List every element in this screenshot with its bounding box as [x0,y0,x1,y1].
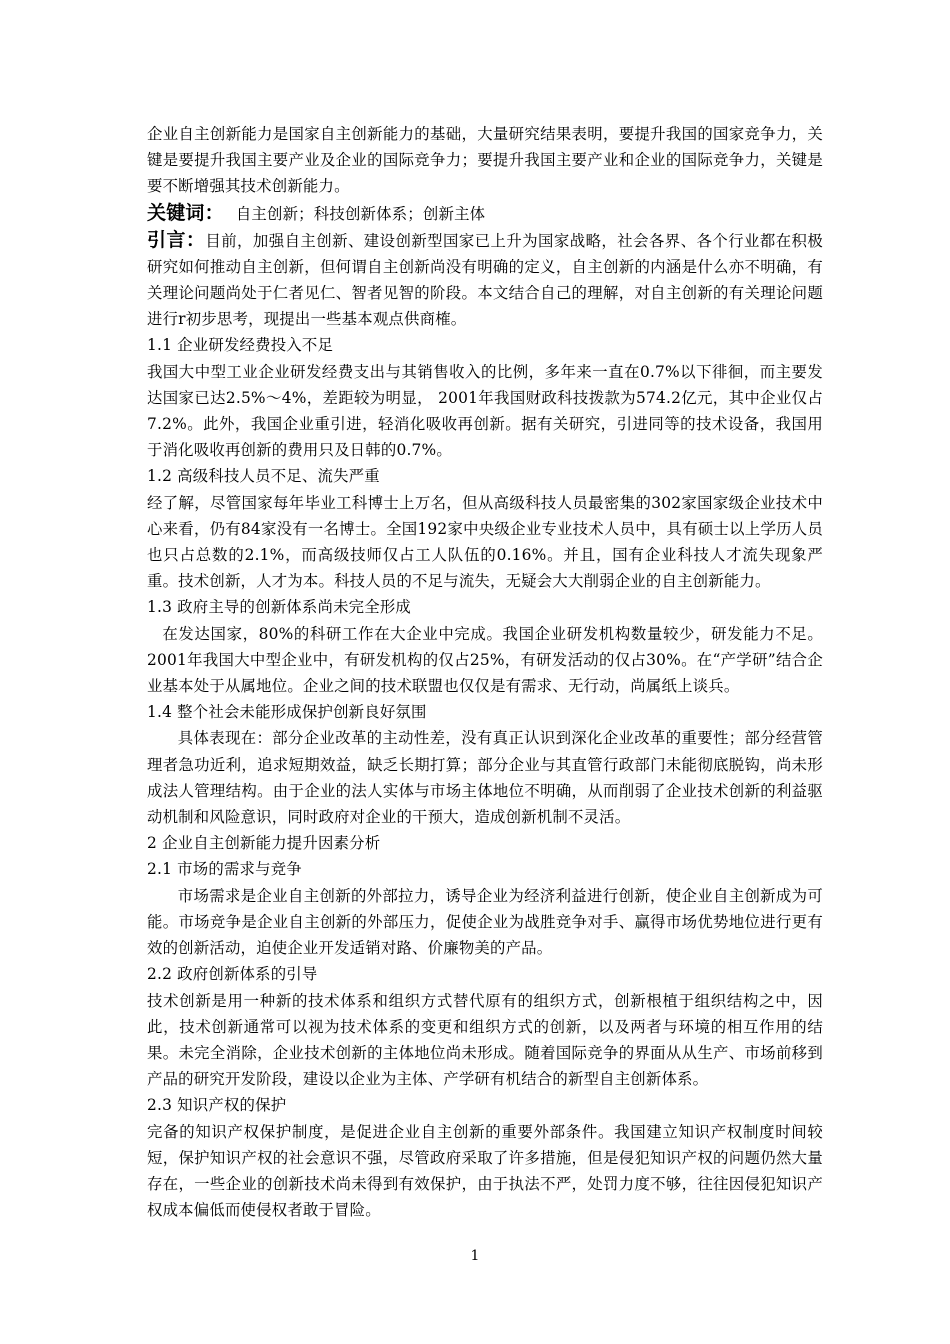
document-body [147,121,823,1223]
section-heading-2-3: 2.3 知识产权的保护 [147,1096,287,1115]
keywords-line [147,200,823,227]
intro-label: 引言： [147,228,206,251]
keywords-value: 自主创新；科技创新体系；创新主体 [235,204,486,223]
section-heading-1-3: 1.3 政府主导的创新体系尚未完全形成 [147,598,412,617]
section-heading-1-1: 1.1 企业研发经费投入不足 [147,336,334,355]
section-body-1-4: 具体表现在：部分企业改革的主动性差，没有真正认识到深化企业改革的重要性；部分经营管理者急功近利，追求短期效益，缺乏长期打算；部分企业与其直管行政部门未能彻底脱钩，尚未形成法人管理结构。由于企业的法人实体与市场主体地位不明确，从而削弱了企业技术创新的利益驱动机制和风险意识，同时政府对企业的干预大，造成创新机制不灵活。 [147,729,823,827]
section-body-2-3: 完备的知识产权保护制度，是促进企业自主创新的重要外部条件。我国建立知识产权制度时间较短，保护知识产权的社会意识不强，尽管政府采取了许多措施，但是侵犯知识产权的问题仍然大量存在，一些企业的创新技术尚未得到有效保护，由于执法不严，处罚力度不够，往往因侵犯知识产权成本偏低而使侵权者敢于冒险。 [147,1122,823,1220]
section-body-1-3: 在发达国家，80%的科研工作在大企业中完成。我国企业研发机构数量较少，研发能力不足。2001年我国大中型企业中，有研发机构的仅占25%，有研发活动的仅占30%。在“产学研”结合企业基本处于从属地位。企业之间的技术联盟也仅仅是有需求、无行动，尚属纸上谈兵。 [147,624,823,696]
section-heading-2-1: 2.1 市场的需求与竞争 [147,860,302,879]
section-heading-1-4: 1.4 整个社会未能形成保护创新良好氛围 [147,703,427,722]
intro-text: 目前，加强自主创新、建设创新型国家已上升为国家战略，社会各界、各个行业都在积极研究如何推动自主创新，但何谓自主创新尚没有明确的定义，自主创新的内涵是什么亦不明确，有关理论问题尚处于仁者见仁、智者见智的阶段。本文结合自己的理解，对自主创新的有关理论问题进行r初步思考，现提出一些基本观点供商榷。 [147,231,823,329]
keywords-label: 关键词： [147,201,224,224]
intro-paragraph [147,227,823,333]
section-heading-2-2: 2.2 政府创新体系的引导 [147,965,318,984]
section-body-1-2: 经了解，尽管国家每年毕业工科博士上万名，但从高级科技人员最密集的302家国家级企业技术中心来看，仍有84家没有一名博士。全国192家中央级企业专业技术人员中，具有硕士以上学历人员也只占总数的2.1%，而高级技师仅占工人队伍的0.16%。并且，国有企业科技人才流失现象严重。技术创新，人才为本。科技人员的不足与流失，无疑会大大削弱企业的自主创新能力。 [147,493,823,591]
page-number: 1 [470,1248,480,1264]
section-body-2-2: 技术创新是用一种新的技术体系和组织方式替代原有的组织方式，创新根植于组织结构之中，因此，技术创新通常可以视为技术体系的变更和组织方式的创新，以及两者与环境的相互作用的结果。未完全消除，企业技术创新的主体地位尚未形成。随着国际竞争的界面从从生产、市场前移到产品的研究开发阶段，建设以企业为主体、产学研有机结合的新型自主创新体系。 [147,991,823,1089]
section-heading-2: 2 企业自主创新能力提升因素分析 [147,834,381,853]
abstract-paragraph: 企业自主创新能力是国家自主创新能力的基础，大量研究结果表明，要提升我国的国家竞争力，关键是要提升我国主要产业及企业的国际竞争力；要提升我国主要产业和企业的国际竞争力，关键是要不断增强其技术创新能力。 [147,125,823,196]
section-body-2-1: 市场需求是企业自主创新的外部拉力，诱导企业为经济利益进行创新，使企业自主创新成为可能。市场竞争是企业自主创新的外部压力，促使企业为战胜竞争对手、赢得市场优势地位进行更有效的创新活动，迫使企业开发适销对路、价廉物美的产品。 [147,886,823,958]
section-heading-1-2: 1.2 高级科技人员不足、流失严重 [147,467,380,486]
section-body-1-1: 我国大中型工业企业研发经费支出与其销售收入的比例，多年来一直在0.7%以下徘徊，而主要发达国家已达2.5%～4%，差距较为明显， 2001年我国财政科技拨款为574.2亿元，其中企业仅占7.2%。此外，我国企业重引进，轻消化吸收再创新。据有关研究，引进同等的技术设备，我国用于消化吸收再创新的费用只及日韩的0.7%。 [147,362,823,460]
